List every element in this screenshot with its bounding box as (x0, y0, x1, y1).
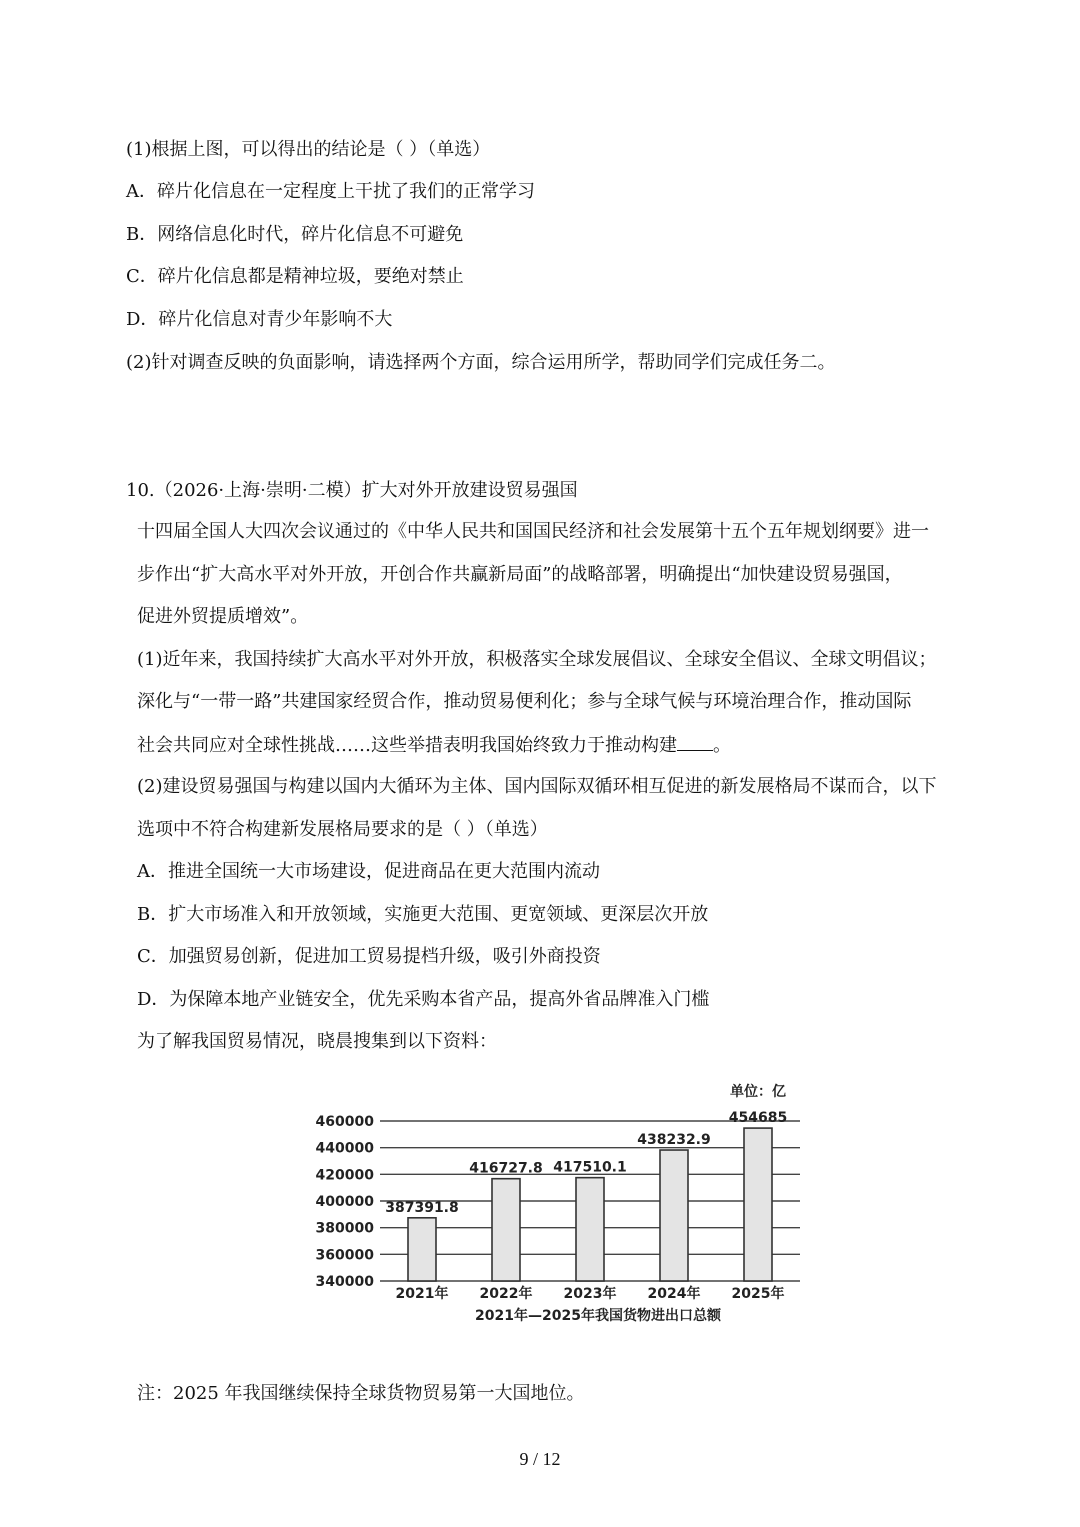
answer-blank[interactable] (677, 733, 713, 751)
q10-sub1-line-3-text: 社会共同应对全球性挑战……这些举措表明我国始终致力于推动构建 (137, 735, 677, 756)
bar-value-label: 417510.1 (553, 1159, 627, 1176)
q9-option-a: A．碎片化信息在一定程度上干扰了我们的正常学习 (126, 181, 535, 202)
bar-2 (576, 1178, 604, 1281)
y-tick-label: 440000 (315, 1140, 374, 1157)
bar-value-label: 454685 (728, 1110, 788, 1127)
y-tick-label: 420000 (315, 1167, 374, 1184)
x-tick-label: 2021年 (395, 1286, 449, 1302)
q10-sub2-stem-line-1: (2)建设贸易强国与构建以国内大循环为主体、国内国际双循环相互促进的新发展格局不谋而合，以下 (137, 776, 937, 797)
y-tick-label: 360000 (315, 1247, 374, 1264)
x-tick-label: 2023年 (563, 1286, 617, 1302)
chart-note: 注：2025 年我国继续保持全球货物贸易第一大国地位。 (137, 1383, 585, 1404)
q9-option-d: D．碎片化信息对青少年影响不大 (126, 309, 393, 330)
q10-option-a: A．推进全国统一大市场建设，促进商品在更大范围内流动 (137, 861, 600, 882)
bar-value-label: 387391.8 (385, 1199, 459, 1216)
y-tick-label: 380000 (315, 1220, 374, 1237)
chart-unit-label: 单位：亿 (730, 1084, 786, 1100)
q10-sub2-stem-line-2: 选项中不符合构建新发展格局要求的是（ ）（单选） (137, 819, 548, 840)
q9-option-c: C．碎片化信息都是精神垃圾，要绝对禁止 (126, 266, 464, 287)
y-tick-label: 400000 (315, 1194, 374, 1210)
page-number: 9 / 12 (519, 1449, 561, 1469)
chart-bars (408, 1128, 772, 1281)
x-tick-label: 2025年 (731, 1286, 785, 1302)
bar-value-label: 438232.9 (637, 1132, 711, 1149)
q10-sub1-line-3-end: 。 (713, 735, 731, 756)
x-tick-label: 2024年 (647, 1286, 701, 1302)
q9-option-b: B．网络信息化时代，碎片化信息不可避免 (126, 224, 464, 245)
chart-x-ticks (396, 1285, 785, 1302)
bar-0 (408, 1218, 436, 1281)
bar-3 (660, 1150, 688, 1281)
q9-sub2-stem: (2)针对调查反映的负面影响，请选择两个方面，综合运用所学，帮助同学们完成任务二。 (126, 352, 836, 373)
q10-intro-line-3: 促进外贸提质增效”。 (137, 606, 309, 627)
q10-lead: 为了解我国贸易情况，晓晨搜集到以下资料： (137, 1031, 497, 1052)
chart-title: 2021年—2025年我国货物进出口总额 (475, 1308, 721, 1324)
trade-bar-chart (300, 1076, 820, 1332)
q10-sub1-line-3 (137, 733, 731, 758)
x-tick-label: 2022年 (479, 1286, 533, 1302)
q10-intro-line-1: 十四届全国人大四次会议通过的《中华人民共和国国民经济和社会发展第十五个五年规划纲要》进一 (137, 521, 929, 542)
q10-sub1-line-1: (1)近年来，我国持续扩大高水平对外开放，积极落实全球发展倡议、全球安全倡议、全球文明倡议； (137, 649, 937, 670)
bar-1 (492, 1179, 520, 1281)
q10-option-d: D．为保障本地产业链安全，优先采购本省产品，提高外省品牌准入门槛 (137, 989, 710, 1010)
bar-4 (744, 1128, 772, 1281)
q10-sub1-line-2: 深化与“一带一路”共建国家经贸合作，推动贸易便利化；参与全球气候与环境治理合作，推动国际 (137, 691, 912, 712)
y-tick-label: 340000 (315, 1274, 374, 1290)
q10-option-b: B．扩大市场准入和开放领域，实施更大范围、更宽领域、更深层次开放 (137, 904, 709, 925)
q10-option-c: C．加强贸易创新，促进加工贸易提档升级，吸引外商投资 (137, 946, 601, 967)
bar-value-label: 416727.8 (469, 1160, 543, 1177)
y-tick-label: 460000 (315, 1114, 374, 1130)
chart-y-ticks (316, 1114, 375, 1290)
q9-sub1-stem: (1)根据上图，可以得出的结论是（ ）（单选） (126, 139, 491, 160)
q10-intro-line-2: 步作出“扩大高水平对外开放，开创合作共赢新局面”的战略部署，明确提出“加快建设贸易强国， (137, 564, 903, 585)
q10-title: 10.（2026·上海·崇明·二模）扩大对外开放建设贸易强国 (126, 480, 578, 501)
